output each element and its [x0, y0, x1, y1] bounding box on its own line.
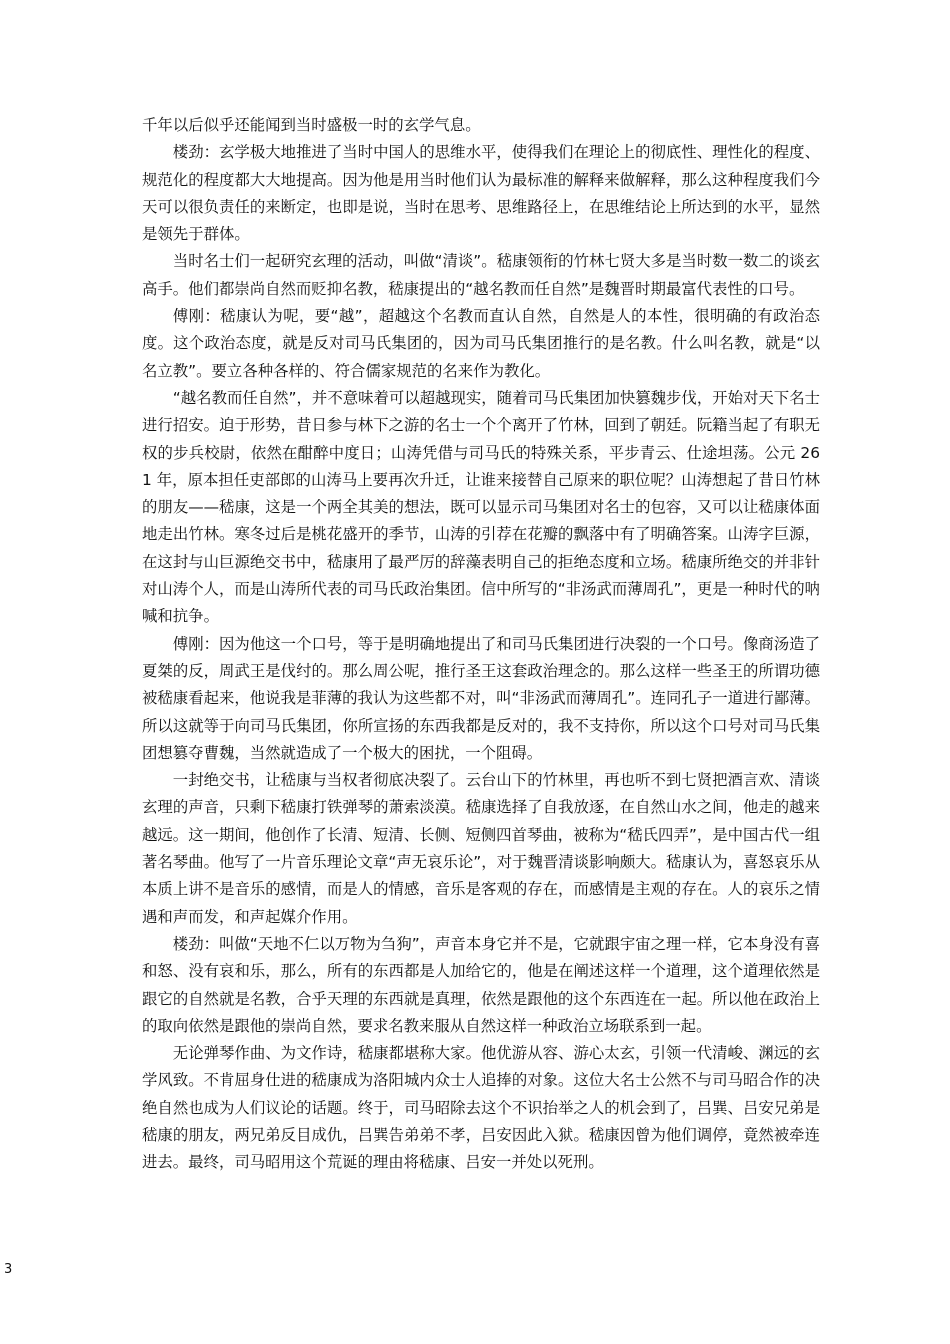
paragraph: 楼劲：玄学极大地推进了当时中国人的思维水平，使得我们在理论上的彻底性、理性化的程度、规范化的程度都大大地提高。因为他是用当时他们认为最标准的解释来做解释，那么这种程度我们今天可以很负责任的来断定，也即是说，当时在思考、思维路径上，在思维结论上所达到的水平，显然是领先于群体。: [142, 143, 820, 244]
page-number: 3: [4, 1262, 13, 1277]
paragraph: 千年以后似乎还能闻到当时盛极一时的玄学气息。: [142, 116, 481, 134]
paragraph: 无论弹琴作曲、为文作诗，嵇康都堪称大家。他优游从容、游心太玄，引领一代清峻、渊远的玄学风致。不肯屈身仕进的嵇康成为洛阳城内众士人追捧的对象。这位大名士公然不与司马昭合作的决绝自然也成为人们议论的话题。终于，司马昭除去这个不识抬举之人的机会到了，吕巽、吕安兄弟是嵇康的朋友，两兄弟反目成仇，吕巽告弟弟不孝，吕安因此入狱。嵇康因曾为他们调停，竟然被牵连进去。最终，司马昭用这个荒诞的理由将嵇康、吕安一并处以死刑。: [142, 1044, 820, 1172]
paragraph: 傅刚：因为他这一个口号，等于是明确地提出了和司马氏集团进行决裂的一个口号。像商汤造了夏桀的反，周武王是伐纣的。那么周公呢，推行圣王这套政治理念的。那么这样一些圣王的所谓功德被嵇康看起来，他说我是菲薄的我认为这些都不对，叫“非汤武而薄周孔”。连同孔子一道进行鄙薄。所以这就等于向司马氏集团，你所宣扬的东西我都是反对的，我不支持你，所以这个口号对司马氏集团想篡夺曹魏，当然就造成了一个极大的困扰，一个阻碍。: [142, 634, 820, 762]
paragraph: 一封绝交书，让嵇康与当权者彻底决裂了。云台山下的竹林里，再也听不到七贤把酒言欢、清谈玄理的声音，只剩下嵇康打铁弹琴的萧索淡漠。嵇康选择了自我放逐，在自然山水之间，他走的越来越远。这一期间，他创作了长清、短清、长侧、短侧四首琴曲，被称为“嵇氏四弄”，是中国古代一组著名琴曲。他写了一片音乐理论文章“声无哀乐论”，对于魏晋清谈影响颇大。嵇康认为，喜怒哀乐从本质上讲不是音乐的感情，而是人的情感，音乐是客观的存在，而感情是主观的存在。人的哀乐之情遇和声而发，和声起媒介作用。: [142, 771, 820, 926]
paragraph: 当时名士们一起研究玄理的活动，叫做“清谈”。嵇康领衔的竹林七贤大多是当时数一数二的谈玄高手。他们都崇尚自然而贬抑名教，嵇康提出的“越名教而任自然”是魏晋时期最富代表性的口号。: [142, 252, 820, 298]
document-body: [142, 112, 820, 1177]
paragraph: “越名教而任自然”，并不意味着可以超越现实，随着司马氏集团加快篡魏步伐，开始对天下名士进行招安。迫于形势，昔日参与林下之游的名士一个个离开了竹林，回到了朝廷。阮籍当起了有职无权的步兵校尉，依然在酣醉中度日；山涛凭借与司马氏的特殊关系，平步青云、仕途坦荡。公元 261 年，原本担任吏部郎的山涛马上要再次升迁，让谁来接替自己原来的职位呢？山涛想起了昔日竹林的朋友——嵇康，这是一个两全其美的想法，既可以显示司马集团对名士的包容，又可以让嵇康体面地走出竹林。寒冬过后是桃花盛开的季节，山涛的引荐在花瓣的飘落中有了明确答案。山涛字巨源，在这封与山巨源绝交书中，嵇康用了最严厉的辞藻表明自己的拒绝态度和立场。嵇康所绝交的并非针对山涛个人，而是山涛所代表的司马氏政治集团。信中所写的“非汤武而薄周孔”，更是一种时代的呐喊和抗争。: [142, 388, 820, 626]
paragraph: 傅刚：嵇康认为呢，要“越”，超越这个名教而直认自然，自然是人的本性，很明确的有政治态度。这个政治态度，就是反对司马氏集团的，因为司马氏集团推行的是名教。什么叫名教，就是“以名立教”。要立各种各样的、符合儒家规范的名来作为教化。: [142, 307, 820, 380]
paragraph: 楼劲：叫做“天地不仁以万物为刍狗”，声音本身它并不是，它就跟宇宙之理一样，它本身没有喜和怒、没有哀和乐，那么，所有的东西都是人加给它的，他是在阐述这样一个道理，这个道理依然是跟它的自然就是名教，合乎天理的东西就是真理，依然是跟他的这个东西连在一起。所以他在政治上的取向依然是跟他的崇尚自然，要求名教来服从自然这样一种政治立场联系到一起。: [142, 934, 820, 1035]
